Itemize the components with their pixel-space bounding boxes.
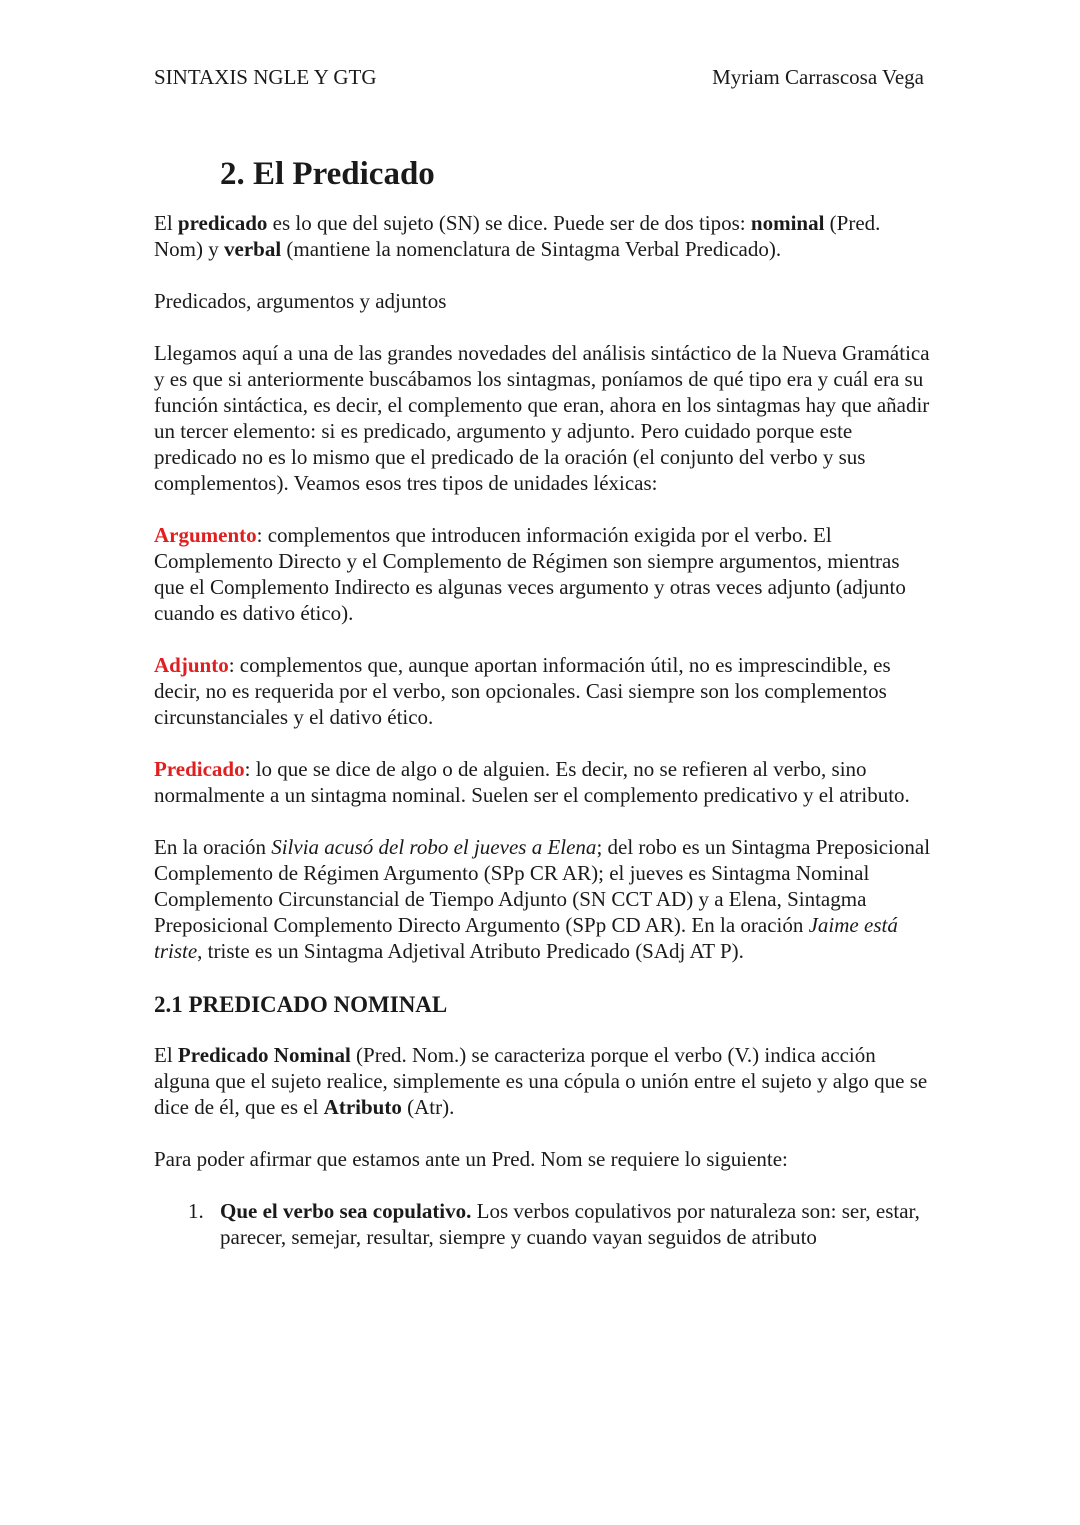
example-text: ; del robo es un Sintagma Preposicional Complemento de Régimen Argumento (SPp CR AR); el jueves es Sintagma Nominal Complemento Circunstancial de Tiempo Adjunto (SN CCT AD) y a Elena, Sintagma Preposicional Complemento Directo Argumento (SPp CD AR). En la oración [154,835,931,937]
definition-term: Adjunto [154,653,229,677]
list-item-text: Los verbos copulativos por naturaleza son: ser, estar, parecer, semejar, resultar, siempre y cuando vayan seguidos de atributo [220,1199,920,1249]
definition-adjunto [154,652,934,730]
section-heading: 2.1 PREDICADO NOMINAL [154,992,448,1017]
requirements-list [154,1198,934,1250]
intro-paragraph [154,210,934,262]
list-item [154,1198,934,1250]
definition-term: Argumento [154,523,257,547]
example-text: En la oración [154,835,272,859]
intro-bold-nominal: nominal [750,211,825,235]
list-number: 1. [188,1199,204,1223]
nominal-text: (Pred. Nom.) se caracteriza porque el verbo (V.) indica acción alguna que el sujeto realice, simplemente es una cópula o unión entre el sujeto y algo que se dice de él, que es el [154,1043,928,1119]
list-item-bold: Que el verbo sea copulativo. [220,1199,472,1223]
document-body [154,152,934,1250]
definition-text: : lo que se dice de algo o de alguien. Es decir, no se refieren al verbo, sino normalmente a un sintagma nominal. Suelen ser el complemento predicativo y el atributo. [154,757,910,807]
example-sentence-italic: Silvia acusó del robo el jueves a Elena [271,835,597,859]
header-author: Myriam Carrascosa Vega [712,65,924,89]
definition-argumento [154,522,934,626]
subheading-plain: Predicados, argumentos y adjuntos [154,289,447,313]
definition-text: : complementos que introducen información exigida por el verbo. El Complemento Directo y el Complemento de Régimen son siempre argumentos, mientras que el Complemento Indirecto es algunas veces argumento y otras veces adjunto (adjunto cuando es dativo ético). [154,523,906,625]
nominal-bold: Predicado Nominal [177,1043,351,1067]
definition-text: : complementos que, aunque aportan información útil, no es imprescindible, es decir, no es requerida por el verbo, son opcionales. Casi siempre son los complementos circunstanciales y el dativo ético. [154,653,891,729]
header-course-title: SINTAXIS NGLE Y GTG [154,65,377,89]
page-title: 2. El Predicado [220,156,435,192]
example-text: , triste es un Sintagma Adjetival Atributo Predicado (SAdj AT P). [197,939,744,963]
nominal-text: El [154,1043,178,1067]
intro-text: (mantiene la nomenclatura de Sintagma Verbal Predicado). [281,237,782,261]
definition-predicado [154,756,934,808]
novedades-paragraph: Llegamos aquí a una de las grandes novedades del análisis sintáctico de la Nueva Gramática y es que si anteriormente buscábamos los sintagmas, poníamos de qué tipo era y cuál era su función sintáctica, es decir, el complemento que eran, ahora en los sintagmas hay que añadir un tercer elemento: si es predicado, argumento y adjunto. Pero cuidado porque este predicado no es lo mismo que el predicado de la oración (el conjunto del verbo y sus complementos). Veamos esos tres tipos de unidades léxicas: [154,341,930,495]
intro-text: El [154,211,178,235]
nominal-text: (Atr). [401,1095,455,1119]
running-header [154,64,924,90]
intro-bold-verbal: verbal [224,237,282,261]
example-sentence-italic: Jaime está triste [154,913,898,963]
intro-bold-predicado: predicado [177,211,268,235]
requirement-intro: Para poder afirmar que estamos ante un Pred. Nom se requiere lo siguiente: [154,1147,788,1171]
nominal-bold: Atributo [323,1095,402,1119]
intro-text: (Pred. Nom) y [154,211,881,261]
example-paragraph [154,834,934,964]
intro-text: es lo que del sujeto (SN) se dice. Puede ser de dos tipos: [267,211,751,235]
definition-term: Predicado [154,757,245,781]
nominal-paragraph [154,1042,934,1120]
